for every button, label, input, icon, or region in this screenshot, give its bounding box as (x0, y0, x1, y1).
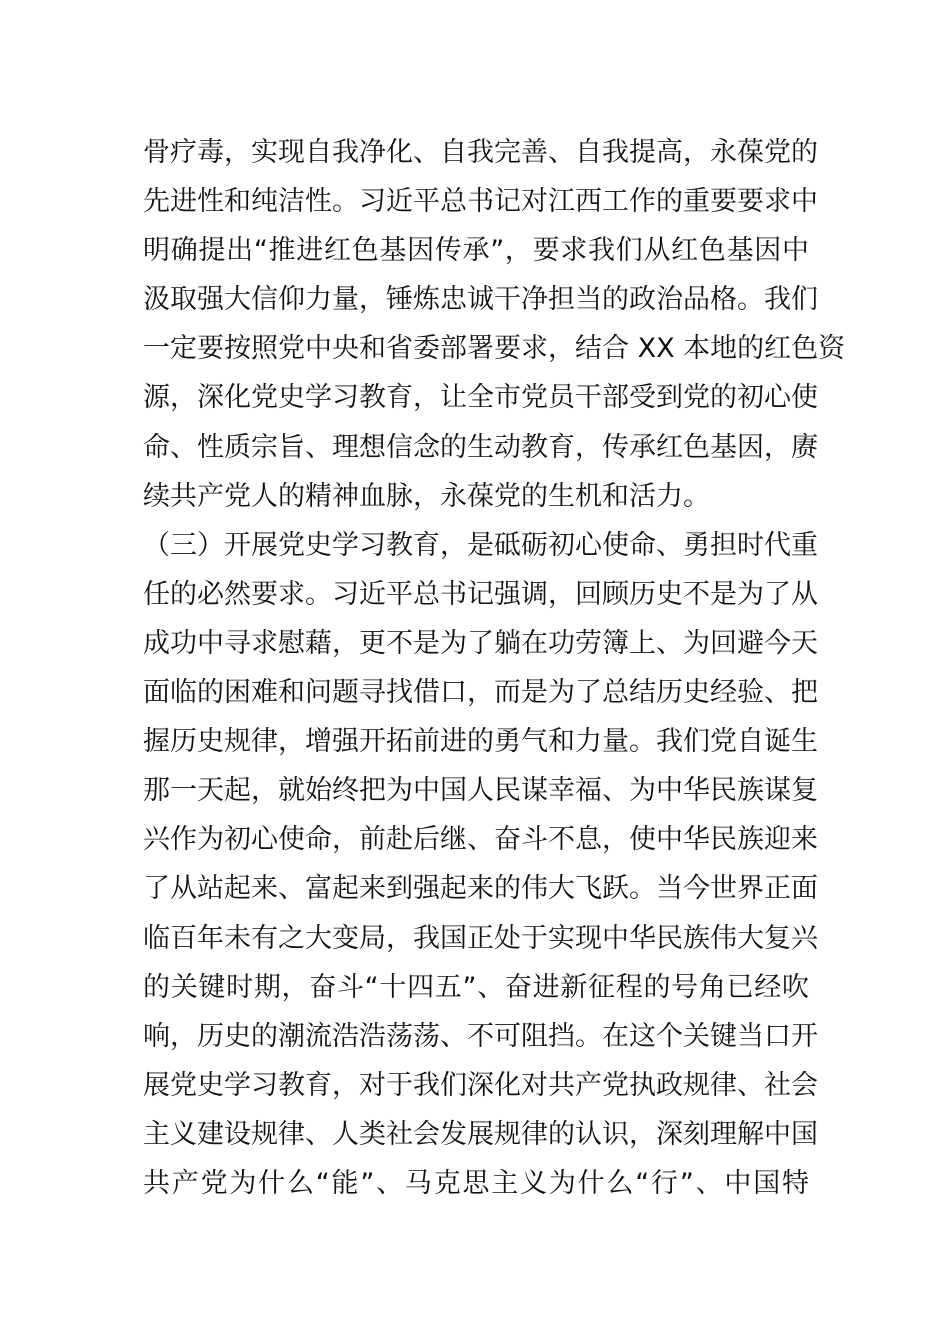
text-line: 一定要按照党中央和省委部署要求，结合 XX 本地的红色资 (143, 333, 846, 365)
text-line: 明确提出“推进红色基因传承”，要求我们从红色基因中 (143, 235, 809, 267)
body-text (143, 128, 846, 1208)
text-line: 共产党为什么“能”、马克思主义为什么“行”、中国特 (143, 1167, 809, 1199)
text-line: 源，深化党史学习教育，让全市党员干部受到党的初心使 (143, 382, 818, 414)
text-line: 汲取强大信仰力量，锤炼忠诚干净担当的政治品格。我们 (143, 284, 818, 316)
text-line: 成功中寻求慰藉，更不是为了躺在功劳簿上、为回避今天 (143, 627, 818, 659)
text-line: 了从站起来、富起来到强起来的伟大飞跃。当今世界正面 (143, 873, 818, 905)
text-line: 先进性和纯洁性。习近平总书记对江西工作的重要要求中 (143, 186, 818, 218)
text-line: 面临的困难和问题寻找借口，而是为了总结历史经验、把 (143, 677, 818, 709)
text-line: 任的必然要求。习近平总书记强调，回顾历史不是为了从 (143, 578, 818, 610)
text-line: 骨疗毒，实现自我净化、自我完善、自我提高，永葆党的 (143, 137, 818, 168)
text-line: 命、性质宗旨、理想信念的生动教育，传承红色基因，赓 (143, 431, 818, 463)
text-line: 响，历史的潮流浩浩荡荡、不可阻挡。在这个关键当口开 (143, 1020, 818, 1052)
section-heading-line: （三）开展党史学习教育，是砥砺初心使命、勇担时代重 (143, 529, 818, 561)
text-line: 展党史学习教育，对于我们深化对共产党执政规律、社会 (143, 1069, 818, 1101)
text-line: 那一天起，就始终把为中国人民谋幸福、为中华民族谋复 (143, 775, 818, 807)
text-line: 握历史规律，增强开拓前进的勇气和力量。我们党自诞生 (143, 726, 818, 758)
text-line: 主义建设规律、人类社会发展规律的认识，深刻理解中国 (143, 1118, 818, 1150)
text-line: 的关键时期，奋斗“十四五”、奋进新征程的号角已经吹 (143, 971, 809, 1003)
text-line: 兴作为初心使命，前赴后继、奋斗不息，使中华民族迎来 (143, 824, 818, 856)
text-line-paragraph-end: 续共产党人的精神血脉，永葆党的生机和活力。 (143, 480, 710, 512)
text-line: 临百年未有之大变局，我国正处于实现中华民族伟大复兴 (143, 922, 818, 954)
